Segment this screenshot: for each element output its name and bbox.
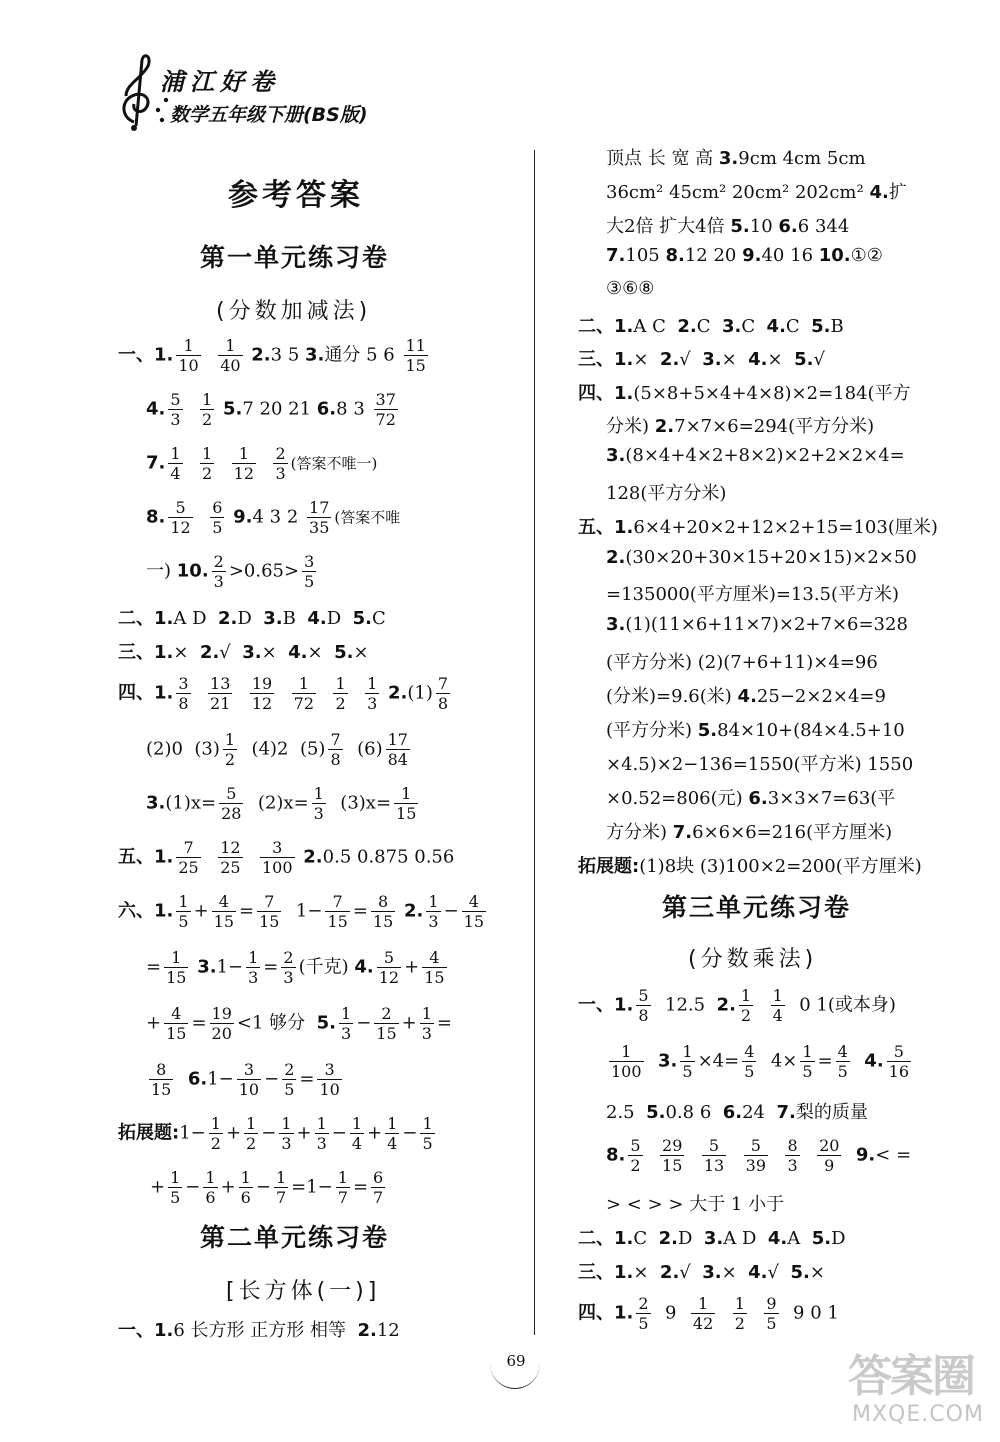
answer-line: 3.(8×4+4×2+8×2)×2+2×2×4= [606, 445, 905, 466]
answer-line: $\frac{8}{15}$ 6.1− $\frac{3}{10}$ − $\frac{2}{5}$ = $\frac{3}{10}$ [151, 1060, 340, 1099]
answer-line: 五、1. $\frac{7}{25}$ $\frac{12}{25}$ $\frac{3}{100}$ 2.0.5 0.875 0.56 [118, 838, 455, 877]
answer-line: 一、1. $\frac{1}{10}$ $\frac{1}{40}$ 2.3 5 3.通分 5 6 $\frac{11}{15}$ [118, 336, 426, 375]
answer-line: =135000(平方厘米)=13.5(平方米) [606, 584, 900, 605]
answer-line: 顶点 长 宽 高 3.9cm 4cm 5cm [606, 148, 866, 169]
answer-line: 四、1. $\frac{3}{8}$ $\frac{13}{21}$ $\frac{19}{12}$ $\frac{1}{72}$ $\frac{1}{2}$ $\frac{1}{3}$ 2.(1) $\frac{7}{8}$ [118, 674, 449, 713]
answer-line: 二、1.A D 2.D 3.B 4.D 5.C [118, 608, 386, 629]
answer-line: 7.105 8.12 20 9.40 16 10.①② [606, 245, 883, 266]
answer-line: ×0.52=806(元) 6.3×3×7=63(平 [606, 788, 896, 809]
answer-line: 大2倍 扩大4倍 5.10 6.6 344 [606, 216, 850, 237]
answer-line: + $\frac{4}{15}$ = $\frac{19}{20}$ <1 够分 5. $\frac{1}{3}$ − $\frac{2}{15}$ + $\frac{1}{3}$ = [146, 1004, 453, 1043]
answer-line: 36cm² 45cm² 20cm² 202cm² 4.扩 [606, 182, 907, 203]
answer-line: 分米) 2.7×7×6=294(平方分米) [606, 416, 875, 437]
answer-line: 三、1.× 2.√ 3.× 4.√ 5.× [578, 1262, 825, 1283]
unit1-title: 第一单元练习卷 [200, 243, 390, 272]
unit2-title: 第二单元练习卷 [200, 1223, 390, 1252]
answer-line: 一) 10. $\frac{2}{3}$ >0.65> $\frac{3}{5}$ [146, 552, 315, 591]
unit3-subtitle: (分数乘法) [688, 947, 818, 972]
answer-line: 3.(1)x= $\frac{5}{28}$ (2)x= $\frac{1}{3}$ (3)x= $\frac{1}{15}$ [146, 784, 417, 823]
answer-line: (2)0 (3) $\frac{1}{2}$ (4)2 (5) $\frac{7}{8}$ (6) $\frac{17}{84}$ [146, 730, 408, 769]
answer-line: 四、1. $\frac{2}{5}$ 9 $\frac{1}{42}$ $\frac{1}{2}$ $\frac{9}{5}$ 9 0 1 [578, 1294, 839, 1333]
watermark [848, 1340, 988, 1432]
unit3-title: 第三单元练习卷 [662, 893, 852, 922]
answer-line: 7. $\frac{1}{4}$ $\frac{1}{2}$ $\frac{1}{12}$ $\frac{2}{3}$ (答案不唯一) [146, 444, 378, 483]
answer-line: 2.5 5.0.8 6 6.24 7.梨的质量 [606, 1102, 868, 1123]
page-number [486, 1340, 546, 1392]
page-number-text: 69 [506, 1352, 526, 1370]
answer-line: 3.(1)(11×6+11×7)×2+7×6=328 [606, 614, 908, 635]
answer-line: 六、1. $\frac{1}{5}$ + $\frac{4}{15}$ = $\frac{7}{15}$ 1− $\frac{7}{15}$ = $\frac{8}{15}$ 2. $\frac{1}{3}$ − $\frac{4}{15}$ [118, 892, 485, 931]
answer-line: $\frac{1}{100}$ 3. $\frac{1}{5}$ ×4= $\frac{4}{5}$ 4× $\frac{1}{5}$ = $\frac{4}{5}$ 4. $\frac{5}{16}$ [611, 1042, 910, 1081]
book-subtitle: 数学五年级下册(BS版) [170, 104, 368, 126]
watermark-url: MXQE.COM [852, 1402, 984, 1427]
answer-line: ×4.5)×2−136=1550(平方米) 1550 [606, 754, 914, 775]
unit2-subtitle: [长方体(一)] [226, 1279, 381, 1304]
answer-line: 128(平方分米) [606, 483, 727, 504]
answer-line: 方分米) 7.6×6×6=216(平方厘米) [606, 822, 893, 843]
answer-line: 拓展题:1− $\frac{1}{2}$ + $\frac{1}{2}$ − $\frac{1}{3}$ + $\frac{1}{3}$ − $\frac{1}{4}$ + $\frac{1}{4}$ − $\frac{1}{5}$ [118, 1114, 433, 1153]
answer-line: 二、1.C 2.D 3.A D 4.A 5.D [578, 1228, 846, 1249]
answer-line: 一、1.6 长方形 正方形 相等 2.12 [118, 1320, 400, 1341]
unit1-subtitle: (分数加减法) [216, 299, 372, 324]
answer-line: (分米)=9.6(米) 4.25−2×2×4=9 [606, 686, 886, 707]
series-title: 浦江好卷 [160, 68, 280, 96]
answer-line: > < > > 大于 1 小于 [606, 1194, 785, 1215]
answer-line: 8. $\frac{5}{12}$ $\frac{6}{5}$ 9.4 3 2 $\frac{17}{35}$ (答案不唯 [146, 498, 401, 537]
answer-line: 三、1.× 2.√ 3.× 4.× 5.× [118, 642, 369, 663]
answer-line: (平方分米) (2)(7+6+11)×4=96 [606, 652, 878, 673]
answer-line: 一、1. $\frac{5}{8}$ 12.5 2. $\frac{1}{2}$ $\frac{1}{4}$ 0 1(或本身) [578, 986, 896, 1025]
answer-line: 2.(30×20+30×15+20×15)×2×50 [606, 547, 917, 568]
answer-line: ③⑥⑧ [606, 278, 655, 299]
answer-line: 四、1.(5×8+5×4+4×8)×2=184(平方 [578, 383, 911, 404]
answer-line: 拓展题:(1)8块 (3)100×2=200(平方厘米) [578, 856, 922, 877]
column-divider [534, 150, 535, 1335]
answer-line: 三、1.× 2.√ 3.× 4.× 5.√ [578, 349, 825, 370]
answer-line: 4. $\frac{5}{3}$ $\frac{1}{2}$ 5.7 20 21 6.8 3 $\frac{37}{72}$ [146, 390, 396, 429]
answer-line: 8. $\frac{5}{2}$ $\frac{29}{15}$ $\frac{5}{13}$ $\frac{5}{39}$ $\frac{8}{3}$ $\frac{20}{9}$ 9.< = [606, 1136, 912, 1175]
answer-line: = $\frac{1}{15}$ 3.1− $\frac{1}{3}$ = $\frac{2}{3}$ (千克) 4. $\frac{5}{12}$ + $\frac{4}{15}$ [146, 948, 445, 987]
answer-line: 五、1.6×4+20×2+12×2+15=103(厘米) [578, 517, 938, 538]
answer-line: + $\frac{1}{5}$ − $\frac{1}{6}$ + $\frac{1}{6}$ − $\frac{1}{7}$ =1− $\frac{1}{7}$ = $\frac{6}{7}$ [150, 1168, 384, 1207]
watermark-text: 答案圈 [848, 1351, 974, 1402]
page-title: 参考答案 [228, 178, 364, 213]
answer-line: 二、1.A C 2.C 3.C 4.C 5.B [578, 316, 844, 337]
answer-line: (平方分米) 5.84×10+(84×4.5+10 [606, 720, 905, 741]
